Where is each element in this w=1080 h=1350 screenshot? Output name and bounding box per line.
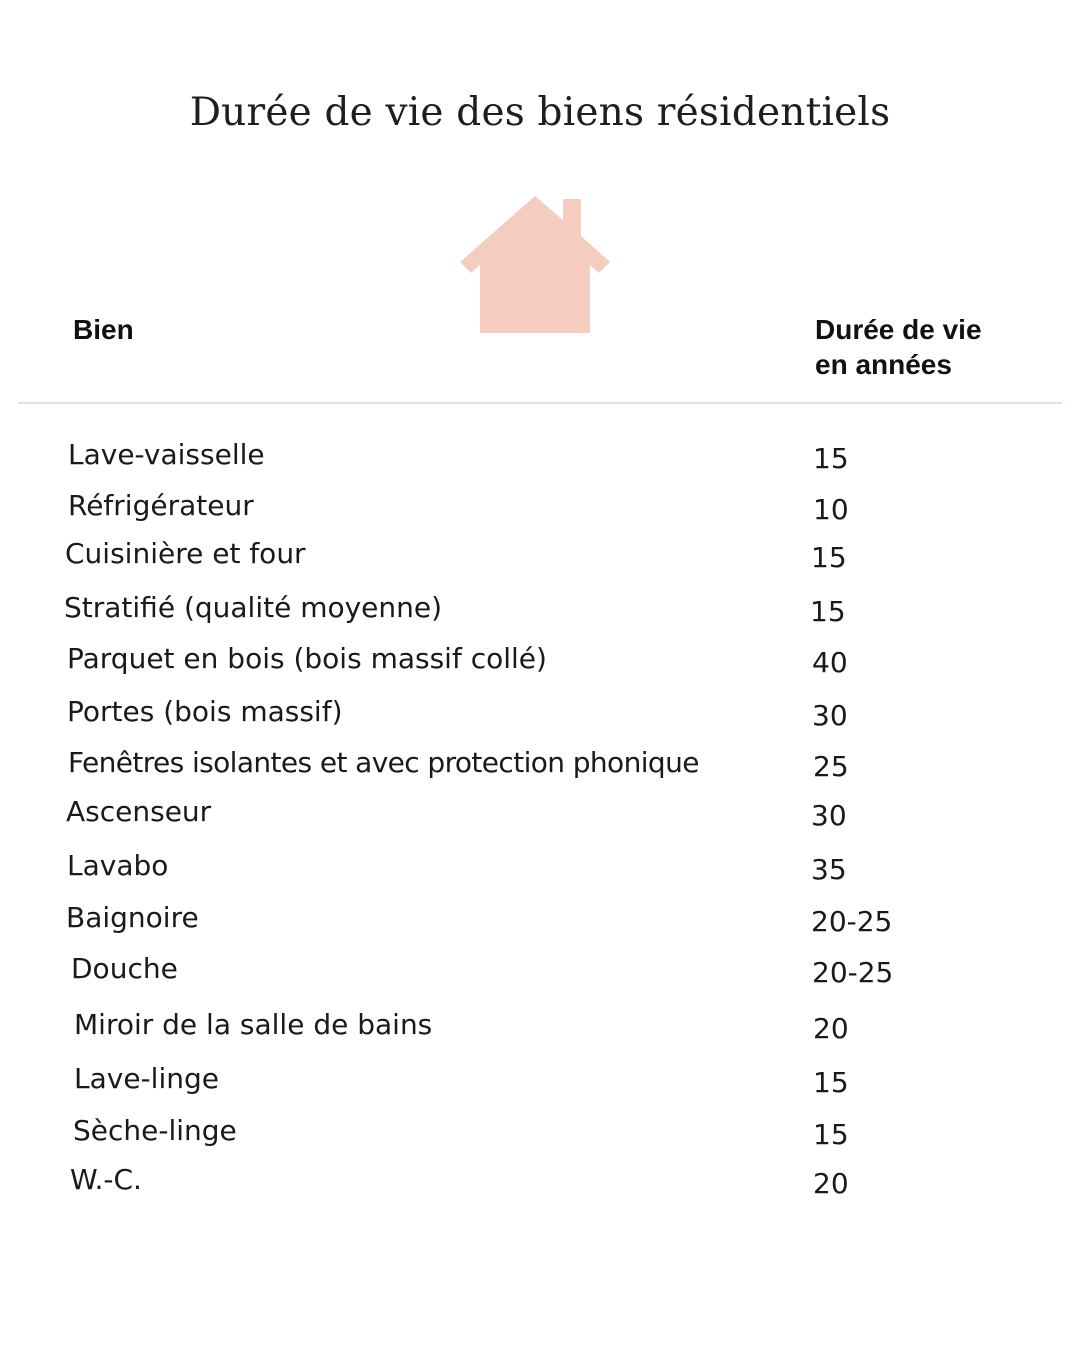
row-duration-value: 15 [811,541,847,574]
table-row [0,849,1080,889]
row-item-name: Parquet en bois (bois massif collé) [67,642,547,675]
table-row [0,952,1080,992]
row-item-name: Sèche-linge [73,1114,237,1147]
table-row [0,746,1080,786]
page-title: Durée de vie des biens résidentiels [189,90,891,135]
row-item-name: Fenêtres isolantes et avec protection phonique [68,746,699,779]
row-duration-value: 25 [813,750,849,783]
row-duration-value: 20 [813,1012,849,1045]
table-row [0,642,1080,682]
column-header-duration [815,312,1055,382]
table-row [0,1062,1080,1102]
row-item-name: Portes (bois massif) [67,695,343,728]
row-duration-value: 15 [813,1118,849,1151]
table-row [0,537,1080,577]
row-item-name: Ascenseur [66,795,212,828]
row-duration-value: 20-25 [811,905,893,938]
row-item-name: Stratifié (qualité moyenne) [64,591,443,624]
table-row [0,1008,1080,1048]
row-duration-value: 30 [811,799,847,832]
table-row [0,438,1080,478]
row-item-name: Cuisinière et four [65,537,306,570]
row-item-name: W.-C. [70,1163,142,1196]
row-item-name: Lave-linge [74,1062,219,1095]
table-row [0,591,1080,631]
row-duration-value: 15 [813,1066,849,1099]
row-item-name: Lavabo [67,849,169,882]
header-divider [18,402,1062,404]
row-duration-value: 10 [813,493,849,526]
row-duration-value: 20-25 [812,956,894,989]
row-duration-value: 40 [812,646,848,679]
table-row [0,795,1080,835]
column-header-duration-line2: en années [815,349,952,380]
column-header-item: Bien [73,314,134,345]
row-duration-value: 15 [813,442,849,475]
column-header-duration-line1: Durée de vie [815,314,982,345]
table-row [0,489,1080,529]
row-item-name: Baignoire [66,901,199,934]
table-row [0,1114,1080,1154]
table-row [0,901,1080,941]
row-duration-value: 20 [813,1167,849,1200]
row-duration-value: 35 [811,853,847,886]
row-duration-value: 30 [812,699,848,732]
house-icon [460,196,610,333]
row-item-name: Miroir de la salle de bains [74,1008,433,1041]
row-duration-value: 15 [810,595,846,628]
table-row [0,695,1080,735]
row-item-name: Douche [71,952,178,985]
table-row [0,1163,1080,1203]
row-item-name: Lave-vaisselle [68,438,265,471]
row-item-name: Réfrigérateur [68,489,254,522]
